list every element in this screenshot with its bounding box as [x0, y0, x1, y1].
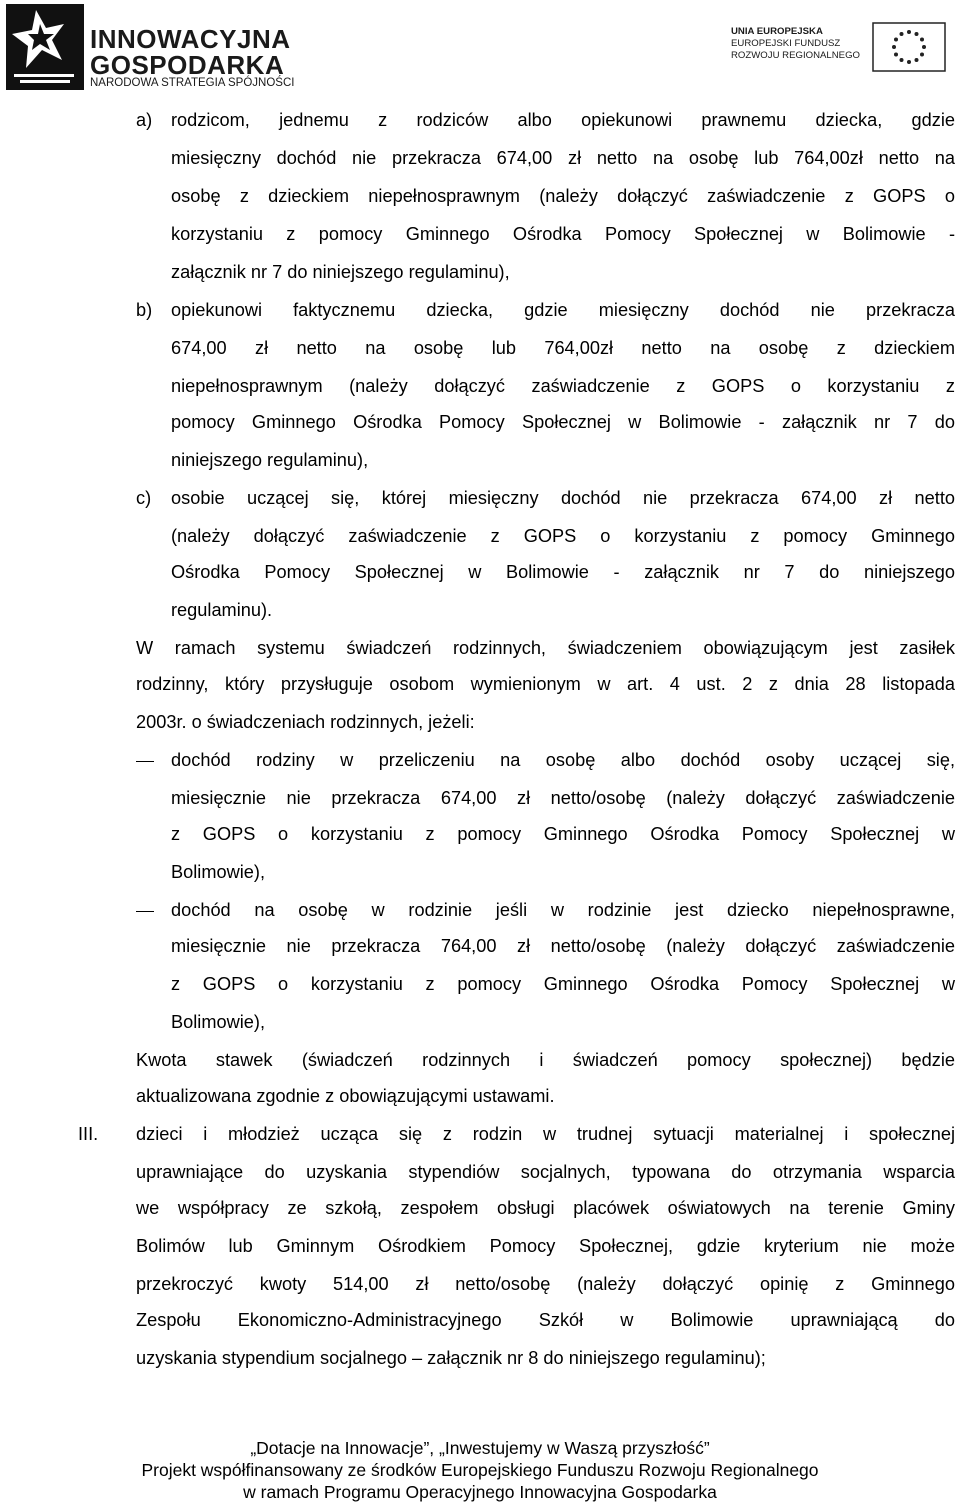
item-b-line-1: opiekunowi faktycznemu dziecka, gdzie miesięczny dochód nie przekracza	[171, 300, 955, 320]
logo-text-line2: GOSPODARKA	[90, 50, 285, 80]
eu-logo-line3: ROZWOJU REGIONALNEGO	[731, 50, 860, 61]
section-iii-line-3: we współpracy ze szkołą, zespołem obsługi placówek oświatowych na terenie Gminy	[136, 1198, 955, 1218]
eu-logo-text	[731, 26, 860, 62]
paragraph-1-line-3: 2003r. o świadczeniach rodzinnych, jeżeli:	[136, 712, 475, 732]
item-c-line-1: osobie uczącej się, której miesięczny dochód nie przekracza 674,00 zł netto	[171, 488, 955, 508]
dash-item-1-line-1: dochód rodziny w przeliczeniu na osobę albo dochód osoby uczącej się,	[171, 750, 955, 770]
section-marker-iii: III.	[78, 1124, 99, 1144]
section-iii-line-2: uprawniające do uzyskania stypendiów socjalnych, typowana do otrzymania wsparcia	[136, 1162, 955, 1182]
list-marker-a: a)	[136, 110, 153, 130]
item-a-line-4: korzystaniu z pomocy Gminnego Ośrodka Pomocy Społecznej w Bolimowie -	[171, 224, 955, 244]
paragraph-2-line-1: Kwota stawek (świadczeń rodzinnych i świadczeń pomocy społecznej) będzie	[136, 1050, 955, 1070]
eu-logo	[726, 22, 946, 72]
star-figure-icon	[6, 4, 86, 90]
item-b-line-2: 674,00 zł netto na osobę lub 764,00zł netto na osobę z dzieckiem	[171, 338, 955, 358]
dash-bullet-2	[136, 911, 154, 912]
item-a-line-2: miesięczny dochód nie przekracza 674,00 zł netto na osobę lub 764,00zł netto na	[171, 148, 955, 168]
logo-text-line1: INNOWACYJNA	[90, 24, 291, 54]
section-iii-line-4: Bolimów lub Gminnym Ośrodkiem Pomocy Społecznej, gdzie kryterium nie może	[136, 1236, 955, 1256]
logo-text-line3: NARODOWA STRATEGIA SPÓJNOŚCI	[90, 77, 295, 89]
paragraph-2-line-2: aktualizowana zgodnie z obowiązującymi ustawami.	[136, 1086, 555, 1106]
innowacyjna-gospodarka-logo	[6, 4, 295, 89]
footer-line-3: w ramach Programu Operacyjnego Innowacyjna Gospodarka	[243, 1482, 717, 1502]
dash-item-1-line-2: miesięcznie nie przekracza 674,00 zł netto/osobę (należy dołączyć zaświadczenie	[171, 788, 955, 808]
dash-bullet-1	[136, 761, 154, 762]
page-header	[0, 0, 960, 95]
paragraph-1-line-2: rodzinny, który przysługuje osobom wymienionym w art. 4 ust. 2 z dnia 28 listopada	[136, 674, 955, 694]
item-c-line-4: regulaminu).	[171, 600, 273, 620]
eu-flag-icon	[872, 22, 946, 72]
section-iii-line-5: przekroczyć kwoty 514,00 zł netto/osobę (należy dołączyć opinię z Gminnego	[136, 1274, 955, 1294]
item-b-line-4: pomocy Gminnego Ośrodka Pomocy Społecznej w Bolimowie - załącznik nr 7 do	[171, 412, 955, 432]
dash-item-2-line-1: dochód na osobę w rodzinie jeśli w rodzinie jest dziecko niepełnosprawne,	[171, 900, 955, 920]
paragraph-1-line-1: W ramach systemu świadczeń rodzinnych, świadczeniem obowiązującym jest zasiłek	[136, 638, 955, 658]
footer-line-2: Projekt współfinansowany ze środków Europejskiego Funduszu Rozwoju Regionalnego	[141, 1460, 819, 1480]
item-c-line-2: (należy dołączyć zaświadczenie z GOPS o korzystaniu z pomocy Gminnego	[171, 526, 955, 546]
section-iii-line-6: Zespołu Ekonomiczno-Administracyjnego Szkół w Bolimowie uprawniającą do	[136, 1310, 955, 1330]
item-a-line-5: załącznik nr 7 do niniejszego regulaminu),	[171, 262, 510, 282]
footer-line-1: „Dotacje na Innowacje”, „Inwestujemy w Waszą przyszłość”	[250, 1438, 710, 1458]
item-b-line-3: niepełnosprawnym (należy dołączyć zaświadczenie z GOPS o korzystaniu z	[171, 376, 955, 396]
dash-item-2-line-4: Bolimowie),	[171, 1012, 265, 1032]
eu-logo-line2: EUROPEJSKI FUNDUSZ	[731, 38, 841, 49]
eu-logo-line1: UNIA EUROPEJSKA	[731, 26, 823, 37]
item-b-line-5: niniejszego regulaminu),	[171, 450, 369, 470]
item-a-line-3: osobę z dzieckiem niepełnosprawnym (należy dołączyć zaświadczenie z GOPS o	[171, 186, 955, 206]
list-marker-b: b)	[136, 300, 153, 320]
list-marker-c: c)	[136, 488, 152, 508]
section-iii-line-1: dzieci i młodzież ucząca się z rodzin w trudnej sytuacji materialnej i społecznej	[136, 1124, 955, 1144]
dash-item-2-line-3: z GOPS o korzystaniu z pomocy Gminnego Ośrodka Pomocy Społecznej w	[171, 974, 955, 994]
dash-item-1-line-3: z GOPS o korzystaniu z pomocy Gminnego Ośrodka Pomocy Społecznej w	[171, 824, 955, 844]
dash-item-2-line-2: miesięcznie nie przekracza 764,00 zł netto/osobę (należy dołączyć zaświadczenie	[171, 936, 955, 956]
item-a-line-1: rodzicom, jednemu z rodziców albo opiekunowi prawnemu dziecka, gdzie	[171, 110, 955, 130]
section-iii-line-7: uzyskania stypendium socjalnego – załącznik nr 8 do niniejszego regulaminu);	[136, 1348, 766, 1368]
item-c-line-3: Ośrodka Pomocy Społecznej w Bolimowie - załącznik nr 7 do niniejszego	[171, 562, 955, 582]
dash-item-1-line-4: Bolimowie),	[171, 862, 265, 882]
